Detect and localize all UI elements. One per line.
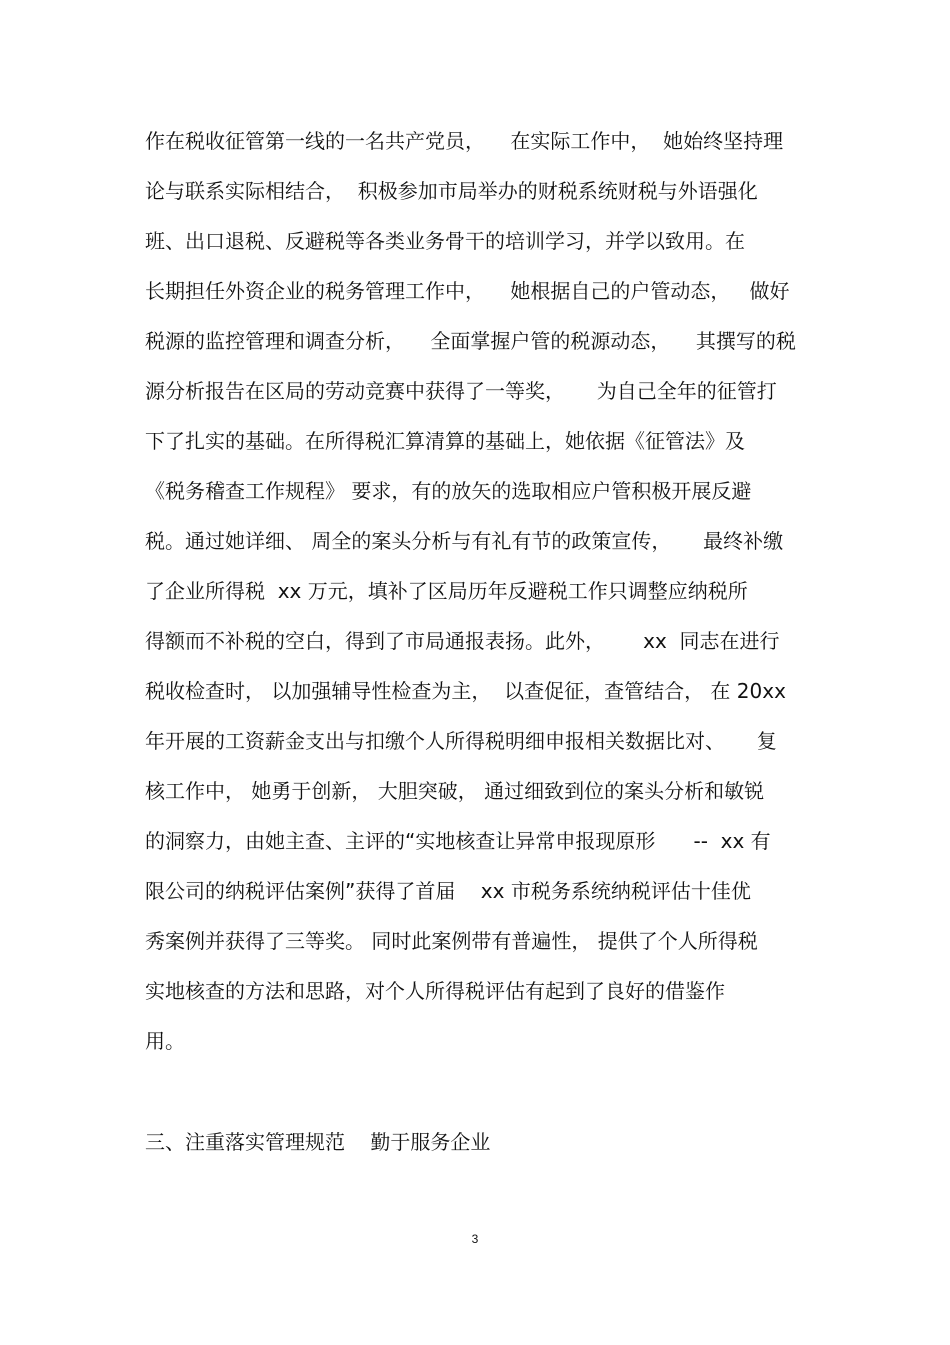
text-line: 班、出口退税、反避税等各类业务骨干的培训学习，并学以致用。在 (145, 229, 745, 253)
body-paragraph (145, 122, 825, 1072)
text-line: 秀案例并获得了三等奖。 同时此案例带有普遍性， 提供了个人所得税 (145, 929, 758, 953)
text-line: 核工作中， 她勇于创新， 大胆突破， 通过细致到位的案头分析和敏锐 (145, 779, 765, 803)
text-line: 下了扎实的基础。在所得税汇算清算的基础上，她依据《征管法》及 (145, 429, 745, 453)
text-line: 论与联系实际相结合， 积极参加市局举办的财税系统财税与外语强化 (145, 179, 758, 203)
text-line: 得额而不补税的空白，得到了市局通报表扬。此外， xx 同志在进行 (145, 629, 780, 653)
section-heading: 三、注重落实管理规范 勤于服务企业 (145, 1130, 491, 1154)
text-line: 税。通过她详细、 周全的案头分析与有礼有节的政策宣传， 最终补缴 (145, 529, 784, 553)
text-line: 源分析报告在区局的劳动竞赛中获得了一等奖， 为自己全年的征管打 (145, 379, 777, 403)
text-line: 税源的监控管理和调查分析， 全面掌握户管的税源动态， 其撰写的税 (145, 329, 796, 353)
text-line: 限公司的纳税评估案例”获得了首届 xx 市税务系统纳税评估十佳优 (145, 879, 751, 903)
text-line: 用。 (145, 1029, 185, 1053)
text-line: 了企业所得税 xx 万元，填补了区局历年反避税工作只调整应纳税所 (145, 579, 748, 603)
text-line: 《税务稽查工作规程》 要求，有的放矢的选取相应户管积极开展反避 (145, 479, 752, 503)
text-line: 作在税收征管第一线的一名共产党员， 在实际工作中， 她始终坚持理 (145, 129, 784, 153)
text-line: 税收检查时， 以加强辅导性检查为主， 以查促征，查管结合， 在 20xx (145, 679, 786, 703)
page-number: 3 (471, 1232, 479, 1246)
text-line: 实地核查的方法和思路，对个人所得税评估有起到了良好的借鉴作 (145, 979, 725, 1003)
text-line: 长期担任外资企业的税务管理工作中， 她根据自己的户管动态， 做好 (145, 279, 790, 303)
text-line: 年开展的工资薪金支出与扣缴个人所得税明细申报相关数据比对、 复 (145, 729, 777, 753)
text-line: 的洞察力，由她主查、主评的“实地核查让异常申报现原形 -- xx 有 (145, 829, 771, 853)
